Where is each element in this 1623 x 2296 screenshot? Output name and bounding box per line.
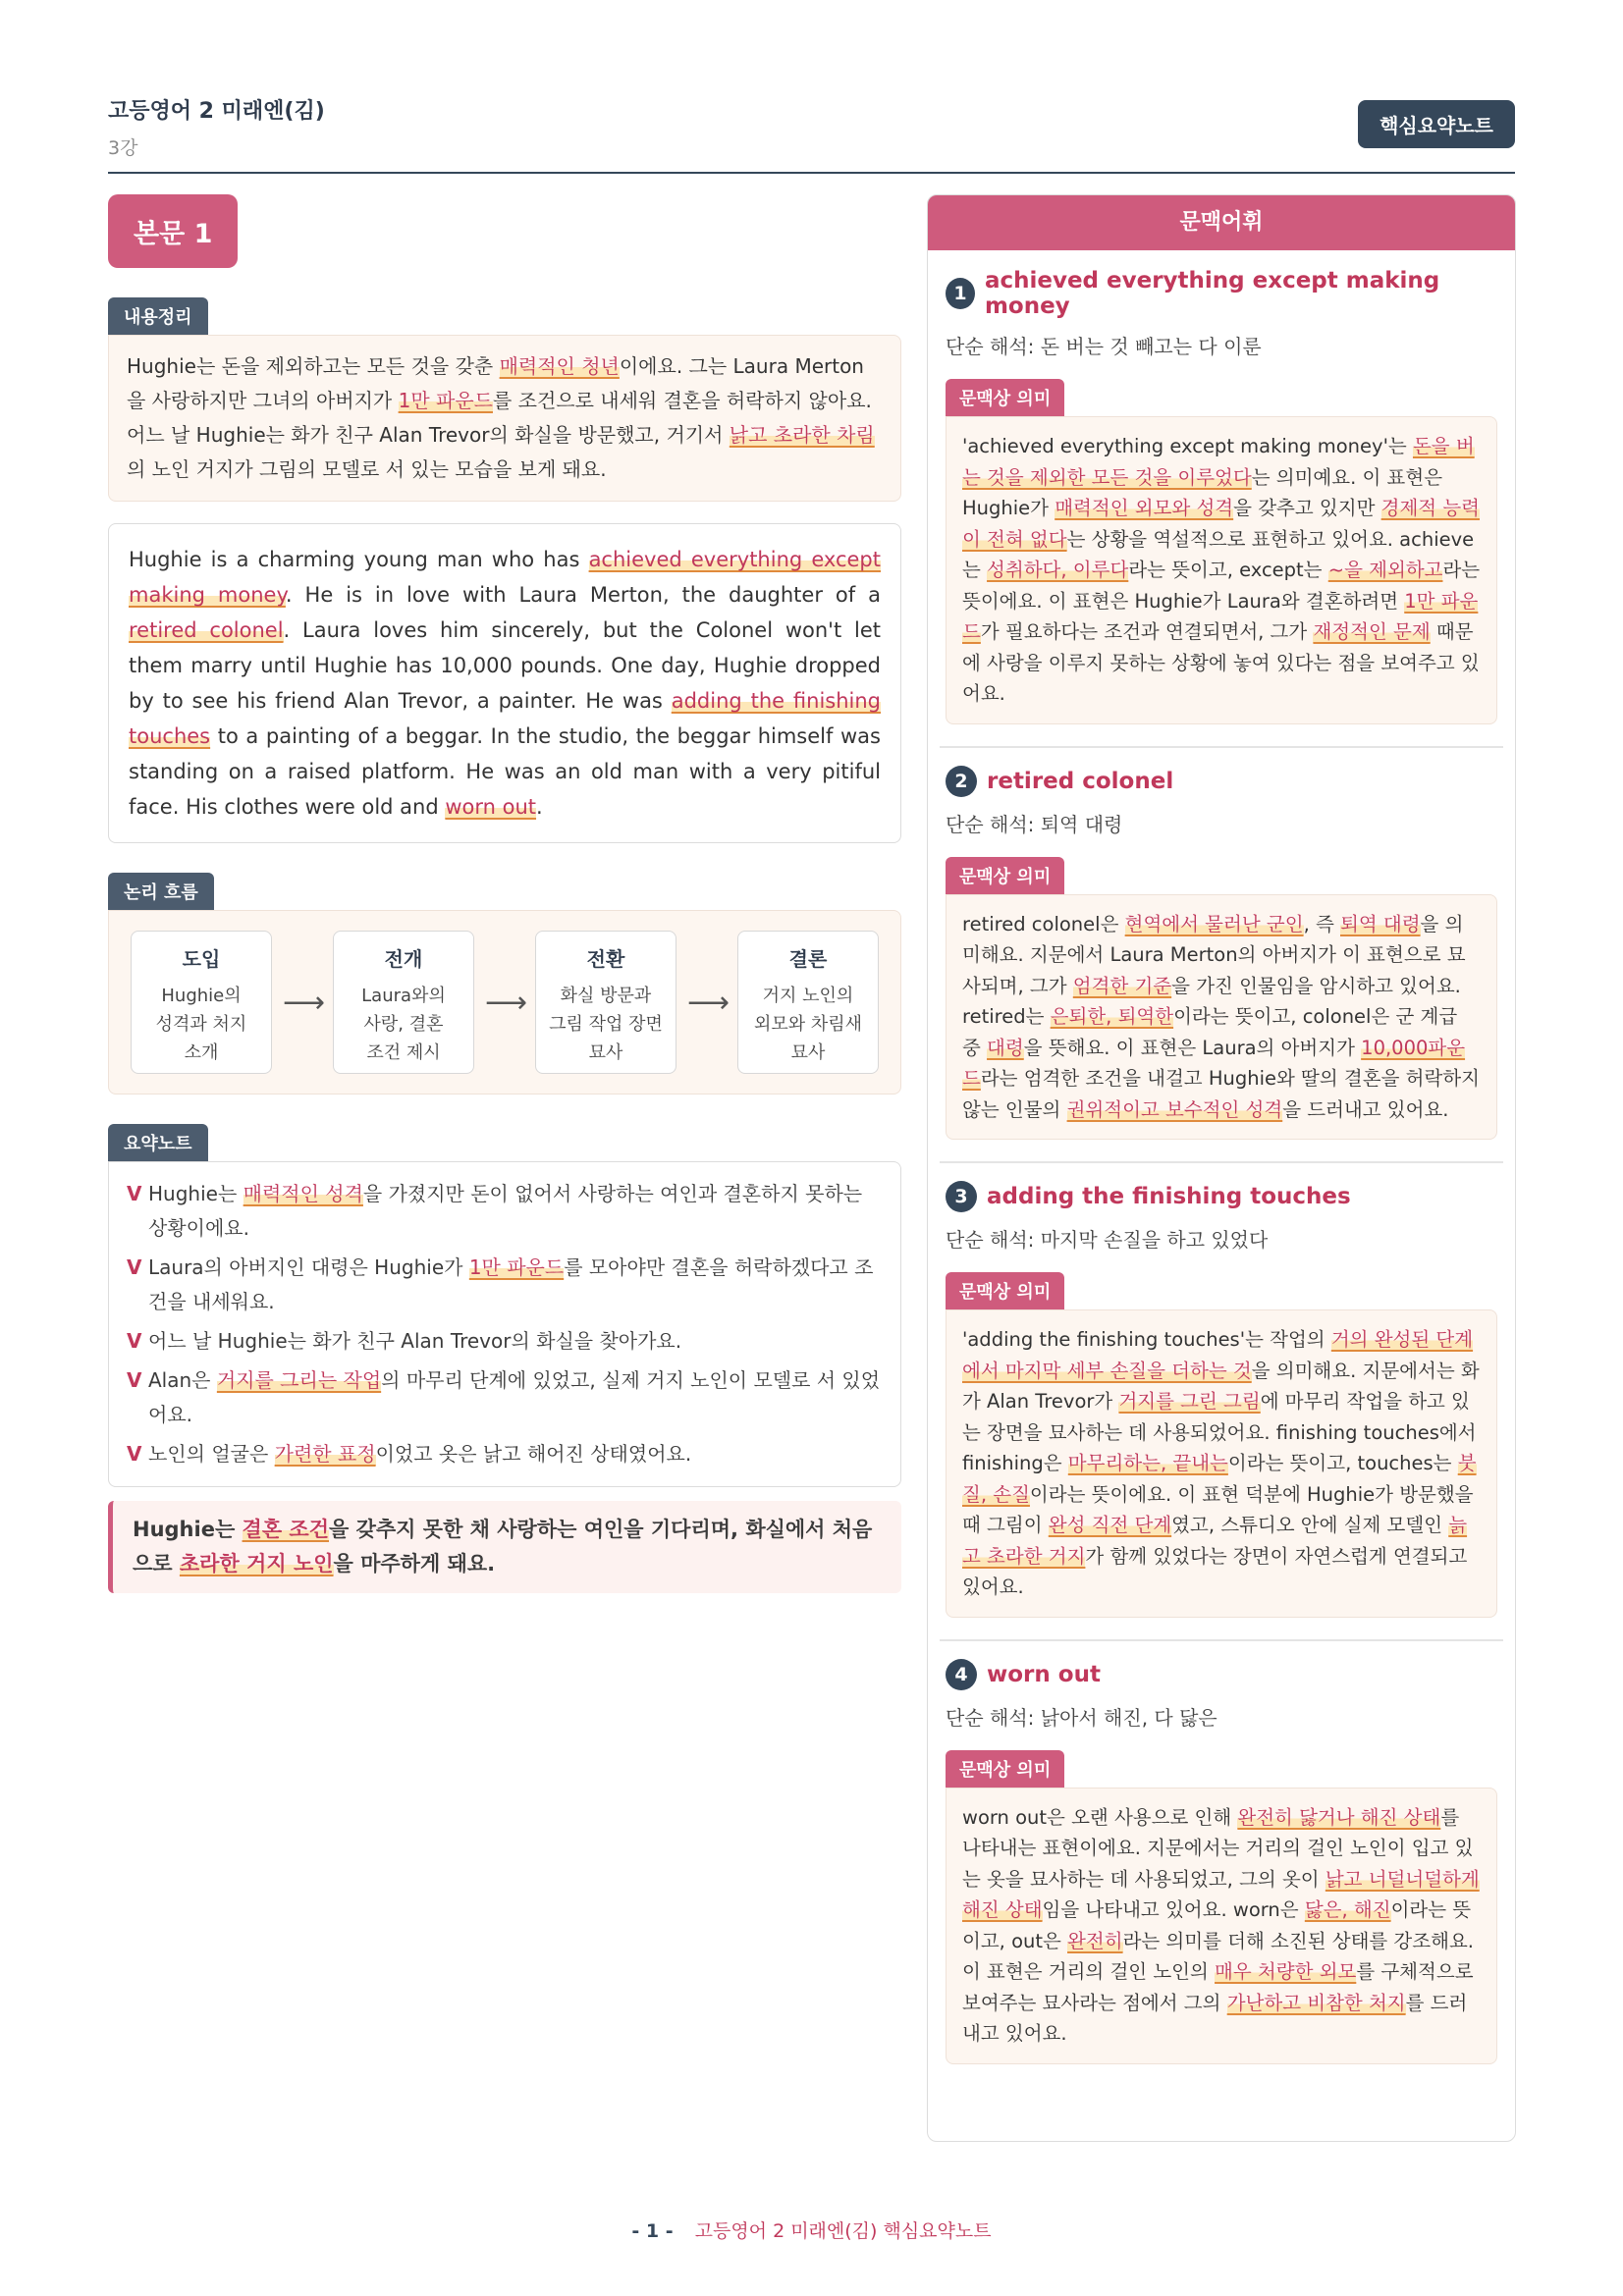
vocab-heading <box>946 1181 1497 1212</box>
context-meaning-tag: 문맥상 의미 <box>946 857 1064 894</box>
highlighted-phrase: 완전히 <box>1067 1929 1123 1952</box>
text-run: worn out은 오랜 사용으로 인해 <box>962 1805 1238 1829</box>
text-run: 의 마무리 단계에 있었고, 실제 거지 노인이 모델로 서 있었어요. <box>148 1368 881 1426</box>
vocab-phrase: adding the finishing touches <box>987 1184 1351 1209</box>
highlighted-phrase: 가난하고 비참한 처지 <box>1226 1991 1406 2014</box>
context-meaning-text <box>946 1309 1497 1618</box>
highlighted-phrase: 권위적이고 보수적인 성격 <box>1066 1097 1283 1121</box>
flow-step-title: 도입 <box>182 947 221 971</box>
text-run: . <box>536 795 543 819</box>
context-meaning-text <box>946 1788 1497 2064</box>
highlighted-phrase: 늙고 초라한 거지 <box>962 1514 1468 1568</box>
text-run: 였고, 스튜디오 안에 실제 모델인 <box>1171 1514 1449 1536</box>
text-run: 이라는 뜻이고, out은 <box>962 1898 1472 1952</box>
text-run: 라는 엄격한 조건을 내걸고 Hughie와 딸의 결혼을 허락하지 않는 인물의 <box>962 1067 1480 1121</box>
text-run: 때문에 사랑을 이루지 못하는 상황에 놓여 있다는 점을 보여주고 있어요. <box>962 620 1480 705</box>
text-run: 를 구체적으로 보여주는 묘사라는 점에서 그의 <box>962 1960 1474 2014</box>
text-run: , 즉 <box>1303 912 1340 935</box>
flow-step-development <box>333 931 474 1074</box>
text-run: 을 뜻해요. 이 표현은 Laura의 아버지가 <box>1023 1036 1362 1059</box>
text-run: 을 가진 인물임을 암시하고 있어요. retired는 <box>962 974 1461 1028</box>
highlighted-phrase: worn out <box>445 795 537 819</box>
vocab-phrase: achieved everything except making money <box>984 268 1440 319</box>
context-meaning-text <box>946 894 1497 1141</box>
highlighted-phrase: 퇴역 대령 <box>1340 912 1421 935</box>
content-summary-tag: 내용정리 <box>108 297 208 335</box>
text-run: 'adding the finishing touches'는 작업의 <box>962 1328 1331 1351</box>
check-v-icon: V <box>127 1255 142 1279</box>
text-run: 라는 의미를 더해 소진된 상태를 강조해요. 이 표현은 거리의 걸인 노인의 <box>962 1929 1474 1983</box>
summary-note-list <box>108 1161 901 1487</box>
text-run: 을 갖추지 못한 채 사랑하는 여인을 기다리며, 화실에서 처음으로 <box>133 1518 873 1575</box>
highlighted-phrase: 1만 파운드 <box>398 389 493 412</box>
header-divider <box>108 172 1515 174</box>
text-run: 'achieved everything except making money'는 <box>962 435 1413 457</box>
flow-step-desc: 거지 노인의 외모와 차림새 묘사 <box>753 986 863 1063</box>
context-meaning-tag: 문맥상 의미 <box>946 1750 1064 1788</box>
left-column <box>108 194 901 1593</box>
flow-step-title: 전개 <box>384 947 423 971</box>
text-run: Alan은 <box>148 1368 217 1392</box>
lesson-label: 3강 <box>108 137 138 159</box>
text-run: 이라는 뜻이에요. 이 표현 덕분에 Hughie가 방문했을 때 그림이 <box>962 1482 1474 1536</box>
highlighted-phrase: 낡고 너덜너덜하게 해진 상태 <box>962 1867 1480 1921</box>
context-meaning-tag: 문맥상 의미 <box>946 379 1064 416</box>
logic-flow <box>108 910 901 1095</box>
passage-number-badge: 본문 1 <box>108 194 238 268</box>
flow-step-desc: 화실 방문과 그림 작업 장면 묘사 <box>549 986 663 1063</box>
highlighted-phrase: adding the finishing touches <box>129 689 881 748</box>
vocab-number: 1 <box>946 278 975 309</box>
flow-step-title: 전환 <box>586 947 625 971</box>
text-run: 는 의미예요. 이 표현은 Hughie가 <box>962 465 1443 519</box>
text-run: 어느 날 Hughie는 화가 친구 Alan Trevor의 화실을 찾아가요. <box>148 1329 682 1353</box>
vocab-heading <box>946 766 1497 797</box>
arrow-right-icon: ⟶ <box>283 985 326 1020</box>
text-run: 를 모아야만 결혼을 허락하겠다고 조건을 내세워요. <box>148 1255 874 1313</box>
highlighted-phrase: 가련한 표정 <box>274 1442 376 1466</box>
text-run: Hughie는 돈을 제외하고는 모든 것을 갖춘 <box>127 354 500 378</box>
vocab-number: 3 <box>946 1181 977 1212</box>
context-vocab-panel <box>927 194 1516 2142</box>
conclusion-box <box>108 1501 901 1593</box>
text-run: to a painting of a beggar. In the studio, the beggar himself was standing on a raised platform. He was an old man with a very pitiful face. His clothes were old and <box>129 724 881 819</box>
flow-step-desc: Laura와의 사랑, 결혼 조건 제시 <box>361 986 446 1063</box>
content-summary-section <box>108 297 901 502</box>
highlighted-phrase: 10,000파운드 <box>962 1036 1466 1090</box>
simple-translation: 단순 해석: 낡아서 해진, 다 닳은 <box>946 1705 1217 1730</box>
highlighted-phrase: 매력적인 외모와 성격 <box>1055 497 1234 519</box>
summary-item <box>127 1251 883 1319</box>
highlighted-phrase: 마무리하는, 끝내는 <box>1067 1452 1228 1474</box>
vocab-phrase: worn out <box>987 1661 1101 1687</box>
highlighted-phrase: 1만 파운드 <box>962 589 1479 643</box>
highlighted-phrase: 성취하다, 이루다 <box>987 559 1129 581</box>
flow-step-conclusion <box>737 931 879 1074</box>
text-run: 을 마주하게 돼요. <box>333 1552 496 1575</box>
vocab-item <box>940 1641 1503 2086</box>
highlighted-phrase: 은퇴한, 퇴역한 <box>1050 1005 1174 1028</box>
text-run: Hughie는 <box>133 1518 243 1541</box>
highlighted-phrase: 거지를 그리는 작업 <box>216 1368 382 1392</box>
simple-translation: 단순 해석: 퇴역 대령 <box>946 812 1123 836</box>
vocab-item <box>940 748 1503 1164</box>
text-run: retired colonel은 <box>962 912 1125 935</box>
logic-flow-tag: 논리 흐름 <box>108 873 214 910</box>
vocab-number: 4 <box>946 1659 977 1690</box>
summary-note-section <box>108 1124 901 1487</box>
vocab-item <box>940 1163 1503 1641</box>
summary-item-text <box>148 1324 681 1359</box>
vocab-phrase: retired colonel <box>987 768 1174 794</box>
simple-translation: 단순 해석: 돈 버는 것 빼고는 다 이룬 <box>946 335 1262 358</box>
text-run: 가 필요하다는 조건과 연결되면서, 그가 <box>980 620 1314 643</box>
text-run: 이에요. 그는 Laura Merton을 사랑하지만 그녀의 아버지가 <box>127 354 864 412</box>
flow-step-desc: Hughie의 성격과 처지 소개 <box>155 986 247 1063</box>
text-run: 이라는 뜻이고, colonel은 군 계급 중 <box>962 1005 1458 1059</box>
context-meaning-tag: 문맥상 의미 <box>946 1272 1064 1309</box>
highlighted-phrase: 돈을 버는 것을 제외한 모든 것을 이루었다 <box>962 435 1475 489</box>
passage-text <box>108 523 901 843</box>
text-run: 을 가졌지만 돈이 없어서 사랑하는 여인과 결혼하지 못하는 상황이에요. <box>148 1182 863 1240</box>
highlighted-phrase: 거지를 그린 그림 <box>1118 1390 1261 1413</box>
highlighted-phrase: 매우 처량한 외모 <box>1215 1960 1357 1983</box>
logic-flow-section <box>108 873 901 1095</box>
text-run: 에 마무리 작업을 하고 있는 장면을 묘사하는 데 사용되었어요. finishing touches에서 finishing은 <box>962 1390 1477 1474</box>
vocab-number: 2 <box>946 766 977 797</box>
text-run: 을 의미해요. 지문에서 Laura Merton의 아버지가 이 표현으로 묘사되며, 그가 <box>962 912 1466 997</box>
arrow-right-icon: ⟶ <box>485 985 528 1020</box>
text-run: 을 드러내고 있어요. <box>1282 1097 1449 1121</box>
highlighted-phrase: 경제적 능력이 전혀 없다 <box>962 497 1481 551</box>
footer-title: 고등영어 2 미래엔(김) 핵심요약노트 <box>694 2220 992 2242</box>
text-run: 를 드러내고 있어요. <box>962 1991 1468 2045</box>
text-run: 이라는 뜻이고, touches는 <box>1227 1452 1458 1474</box>
text-run: . Laura loves him sincerely, but the Colonel won't let them marry until Hughie has 10,000 pounds. One day, Hughie dropped by to see his friend Alan Trevor, a painter. He was <box>129 618 881 713</box>
text-run: 라는 뜻이에요. 이 표현은 Hughie가 Laura와 결혼하려면 <box>962 559 1481 613</box>
text-run: 라는 뜻이고, except는 <box>1128 559 1328 581</box>
text-run: 를 조건으로 내세워 결혼을 허락하지 않아요. 어느 날 Hughie는 화가 친구 Alan Trevor의 화실을 방문했고, 거기서 <box>127 389 872 447</box>
vocab-heading <box>946 1659 1497 1690</box>
highlighted-phrase: 재정적인 문제 <box>1313 620 1431 643</box>
arrow-right-icon: ⟶ <box>687 985 730 1020</box>
text-run: 을 갖추고 있지만 <box>1233 497 1381 519</box>
summary-note-tag: 요약노트 <box>108 1124 208 1161</box>
note-badge: 핵심요약노트 <box>1358 100 1515 148</box>
text-run: . He is in love with Laura Merton, the daughter of a <box>285 583 881 607</box>
text-run: 가 함께 있었다는 장면이 자연스럽게 연결되고 있어요. <box>962 1544 1468 1598</box>
page-footer <box>0 2216 1623 2243</box>
flow-step-turn <box>535 931 676 1074</box>
check-v-icon: V <box>127 1368 142 1392</box>
text-run: 의 노인 거지가 그림의 모델로 서 있는 모습을 보게 돼요. <box>127 457 607 481</box>
text-run: Hughie is a charming young man who has <box>129 548 589 571</box>
page-number: - 1 - <box>631 2220 674 2242</box>
vocab-heading <box>946 268 1497 319</box>
highlighted-phrase: 엄격한 기준 <box>1072 974 1172 997</box>
content-summary-text <box>108 335 901 502</box>
highlighted-phrase: 1만 파운드 <box>468 1255 565 1279</box>
highlighted-phrase: 완성 직전 단계 <box>1048 1514 1172 1536</box>
highlighted-phrase: 대령 <box>987 1036 1024 1059</box>
text-run: 이었고 옷은 낡고 해어진 상태였어요. <box>375 1442 692 1466</box>
summary-item <box>127 1324 883 1359</box>
text-run: 는 상황을 역설적으로 표현하고 있어요. achieve는 <box>962 527 1475 581</box>
text-run: 를 나타내는 표현이에요. 지문에서는 거리의 걸인 노인이 입고 있는 옷을 묘사하는 데 사용되었고, 그의 옷이 <box>962 1805 1474 1891</box>
document-title: 고등영어 2 미래엔(김) <box>108 99 325 124</box>
highlighted-phrase: 붓질, 손질 <box>962 1452 1477 1506</box>
summary-item <box>127 1177 883 1246</box>
check-v-icon: V <box>127 1329 142 1353</box>
context-meaning-text <box>946 416 1497 724</box>
flow-step-intro <box>131 931 272 1074</box>
check-v-icon: V <box>127 1442 142 1466</box>
highlighted-phrase: 완전히 닳거나 해진 상태 <box>1237 1805 1441 1829</box>
check-v-icon: V <box>127 1182 142 1205</box>
highlighted-phrase: 매력적인 청년 <box>499 354 620 378</box>
highlighted-phrase: 현역에서 물러난 군인 <box>1124 912 1304 935</box>
highlighted-phrase: 결혼 조건 <box>242 1518 330 1541</box>
summary-item-text <box>148 1363 883 1432</box>
text-run: Hughie는 <box>148 1182 243 1205</box>
highlighted-phrase: 초라한 거지 노인 <box>179 1552 334 1575</box>
summary-item <box>127 1437 883 1471</box>
text-run: Laura의 아버지인 대령은 Hughie가 <box>148 1255 469 1279</box>
summary-item-text <box>148 1251 883 1319</box>
text-run: 을 의미해요. 지문에서는 화가 Alan Trevor가 <box>962 1359 1480 1413</box>
highlighted-phrase: ~을 제외하고 <box>1327 559 1443 581</box>
text-run: 임을 나타내고 있어요. worn은 <box>1042 1898 1305 1921</box>
summary-item <box>127 1363 883 1432</box>
highlighted-phrase: achieved everything except making money <box>129 548 881 607</box>
vocab-item <box>940 250 1503 748</box>
summary-item-text <box>148 1437 691 1471</box>
flow-step-title: 결론 <box>788 947 828 971</box>
highlighted-phrase: 낡고 초라한 차림 <box>729 423 875 447</box>
text-run: 노인의 얼굴은 <box>148 1442 275 1466</box>
summary-item-text <box>148 1177 883 1246</box>
highlighted-phrase: 매력적인 성격 <box>243 1182 363 1205</box>
highlighted-phrase: retired colonel <box>129 618 284 642</box>
highlighted-phrase: 닳은, 해진 <box>1304 1898 1391 1921</box>
context-vocab-title: 문맥어휘 <box>928 195 1515 250</box>
highlighted-phrase: 거의 완성된 단계에서 마지막 세부 손질을 더하는 것 <box>962 1328 1474 1382</box>
simple-translation: 단순 해석: 마지막 손질을 하고 있었다 <box>946 1228 1269 1252</box>
